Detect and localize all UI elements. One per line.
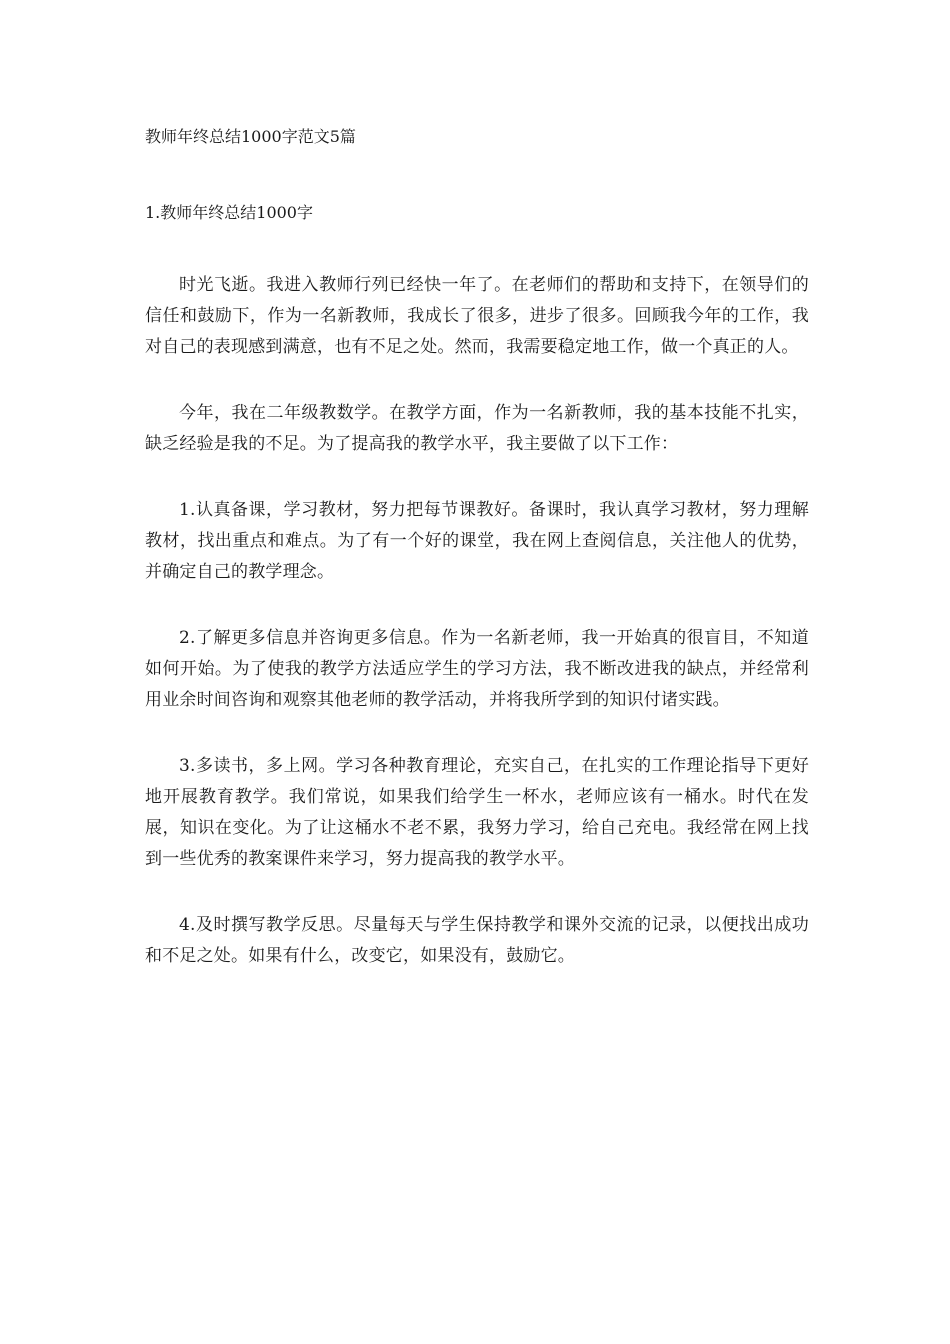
paragraph: 今年，我在二年级教数学。在教学方面，作为一名新教师，我的基本技能不扎实，缺乏经验是我的不足。为了提高我的教学水平，我主要做了以下工作：	[145, 403, 809, 454]
section-heading: 1.教师年终总结1000字	[145, 203, 313, 222]
document-title: 教师年终总结1000字范文5篇	[145, 127, 356, 146]
paragraph: 2.了解更多信息并咨询更多信息。作为一名新老师，我一开始真的很盲目，不知道如何开始。为了使我的教学方法适应学生的学习方法，我不断改进我的缺点，并经常利用业余时间咨询和观察其他老师的教学活动，并将我所学到的知识付诸实践。	[145, 628, 809, 710]
paragraph: 3.多读书，多上网。学习各种教育理论，充实自己，在扎实的工作理论指导下更好地开展教育教学。我们常说，如果我们给学生一杯水，老师应该有一桶水。时代在发展，知识在变化。为了让这桶水不老不累，我努力学习，给自己充电。我经常在网上找到一些优秀的教案课件来学习，努力提高我的教学水平。	[145, 756, 809, 869]
paragraph: 时光飞逝。我进入教师行列已经快一年了。在老师们的帮助和支持下，在领导们的信任和鼓励下，作为一名新教师，我成长了很多，进步了很多。回顾我今年的工作，我对自己的表现感到满意，也有不足之处。然而，我需要稳定地工作，做一个真正的人。	[145, 275, 809, 357]
paragraph: 1.认真备课，学习教材，努力把每节课教好。备课时，我认真学习教材，努力理解教材，找出重点和难点。为了有一个好的课堂，我在网上查阅信息，关注他人的优势，并确定自己的教学理念。	[145, 500, 809, 582]
document-body	[145, 270, 809, 1007]
paragraph: 4.及时撰写教学反思。尽量每天与学生保持教学和课外交流的记录，以便找出成功和不足之处。如果有什么，改变它，如果没有，鼓励它。	[145, 915, 809, 966]
